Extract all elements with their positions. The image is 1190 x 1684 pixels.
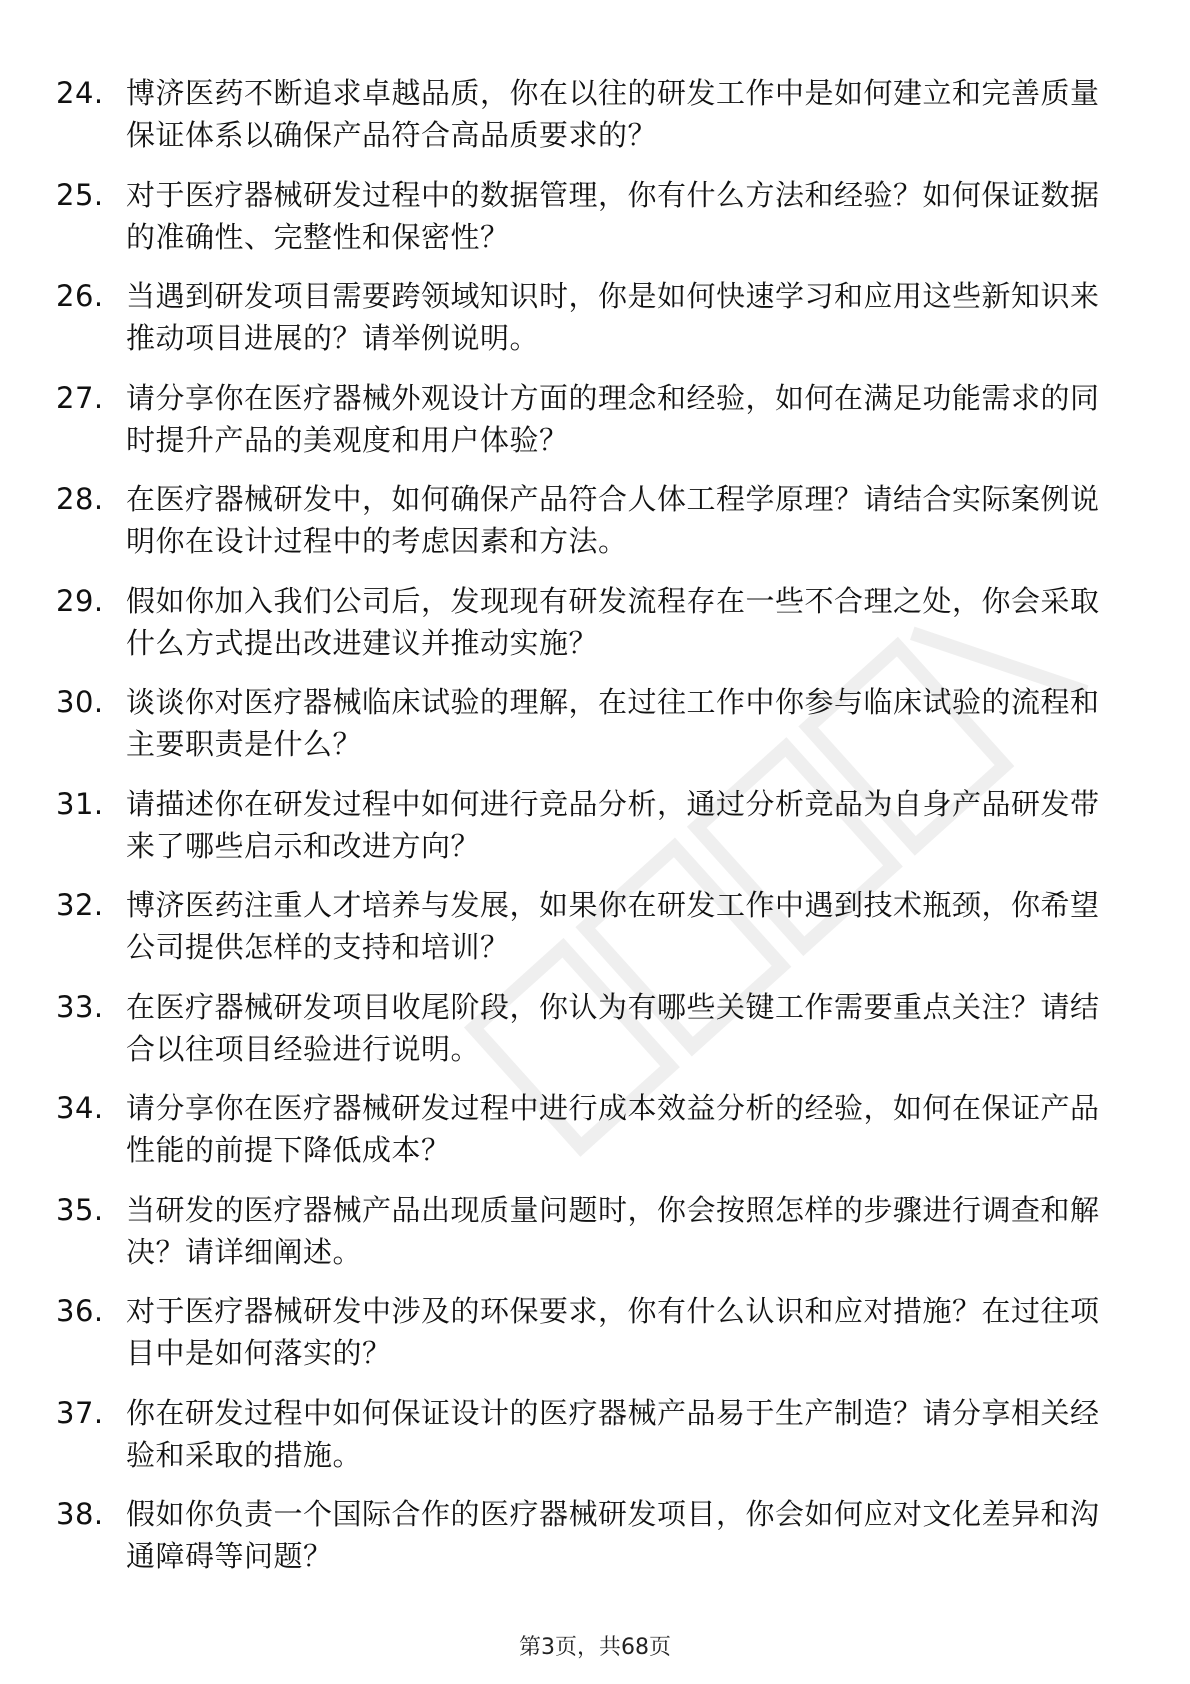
question-item-25 (56, 174, 1116, 258)
question-number: 29. (56, 583, 104, 618)
question-number: 31. (56, 786, 104, 821)
question-item-38 (56, 1493, 1116, 1577)
question-text: 对于医疗器械研发过程中的数据管理，你有什么方法和经验？如何保证数据的准确性、完整性和保密性？ (126, 177, 1100, 254)
question-item-27 (56, 377, 1116, 461)
question-number: 35. (56, 1192, 104, 1227)
question-text: 对于医疗器械研发中涉及的环保要求，你有什么认识和应对措施？在过往项目中是如何落实的？ (126, 1294, 1100, 1370)
question-item-36 (56, 1290, 1116, 1374)
question-text: 当研发的医疗器械产品出现质量问题时，你会按照怎样的步骤进行调查和解决？请详细阐述。 (126, 1192, 1100, 1269)
question-number: 30. (56, 685, 104, 719)
question-text: 博济医药不断追求卓越品质，你在以往的研发工作中是如何建立和完善质量保证体系以确保产品符合高品质要求的？ (126, 76, 1100, 152)
question-text: 当遇到研发项目需要跨领域知识时，你是如何快速学习和应用这些新知识来推动项目进展的？请举例说明。 (126, 279, 1100, 355)
question-text: 请描述你在研发过程中如何进行竞品分析，通过分析竞品为自身产品研发带来了哪些启示和改进方向？ (126, 786, 1100, 863)
question-item-31 (56, 783, 1116, 867)
question-text: 博济医药注重人才培养与发展，如果你在研发工作中遇到技术瓶颈，你希望公司提供怎样的支持和培训？ (126, 888, 1100, 964)
question-list (56, 72, 1116, 1595)
question-number: 37. (56, 1395, 104, 1430)
question-item-34 (56, 1087, 1116, 1171)
question-text: 在医疗器械研发中，如何确保产品符合人体工程学原理？请结合实际案例说明你在设计过程中的考虑因素和方法。 (126, 482, 1100, 558)
question-number: 36. (56, 1294, 104, 1328)
page-indicator: 第3页，共68页 (519, 1635, 671, 1660)
question-number: 33. (56, 989, 104, 1024)
question-number: 34. (56, 1091, 104, 1125)
question-number: 28. (56, 482, 104, 516)
question-number: 27. (56, 380, 104, 415)
question-number: 24. (56, 76, 104, 110)
question-item-37 (56, 1392, 1116, 1476)
question-text: 谈谈你对医疗器械临床试验的理解，在过往工作中你参与临床试验的流程和主要职责是什么？ (126, 685, 1100, 761)
question-number: 38. (56, 1497, 104, 1531)
question-item-32 (56, 884, 1116, 968)
question-item-35 (56, 1189, 1116, 1273)
question-text: 你在研发过程中如何保证设计的医疗器械产品易于生产制造？请分享相关经验和采取的措施。 (126, 1395, 1100, 1472)
question-text: 假如你负责一个国际合作的医疗器械研发项目，你会如何应对文化差异和沟通障碍等问题？ (126, 1497, 1100, 1573)
question-number: 25. (56, 177, 104, 212)
question-item-33 (56, 986, 1116, 1070)
question-item-28 (56, 478, 1116, 562)
question-item-29 (56, 580, 1116, 664)
question-text: 在医疗器械研发项目收尾阶段，你认为有哪些关键工作需要重点关注？请结合以往项目经验进行说明。 (126, 989, 1100, 1066)
question-item-30 (56, 681, 1116, 765)
question-text: 假如你加入我们公司后，发现现有研发流程存在一些不合理之处，你会采取什么方式提出改进建议并推动实施？ (126, 583, 1100, 660)
question-number: 26. (56, 279, 104, 313)
question-text: 请分享你在医疗器械外观设计方面的理念和经验，如何在满足功能需求的同时提升产品的美观度和用户体验？ (126, 380, 1100, 457)
page-footer (0, 1630, 1190, 1661)
question-item-24 (56, 72, 1116, 156)
question-number: 32. (56, 888, 104, 922)
question-text: 请分享你在医疗器械研发过程中进行成本效益分析的经验，如何在保证产品性能的前提下降低成本？ (126, 1091, 1100, 1167)
question-item-26 (56, 275, 1116, 359)
